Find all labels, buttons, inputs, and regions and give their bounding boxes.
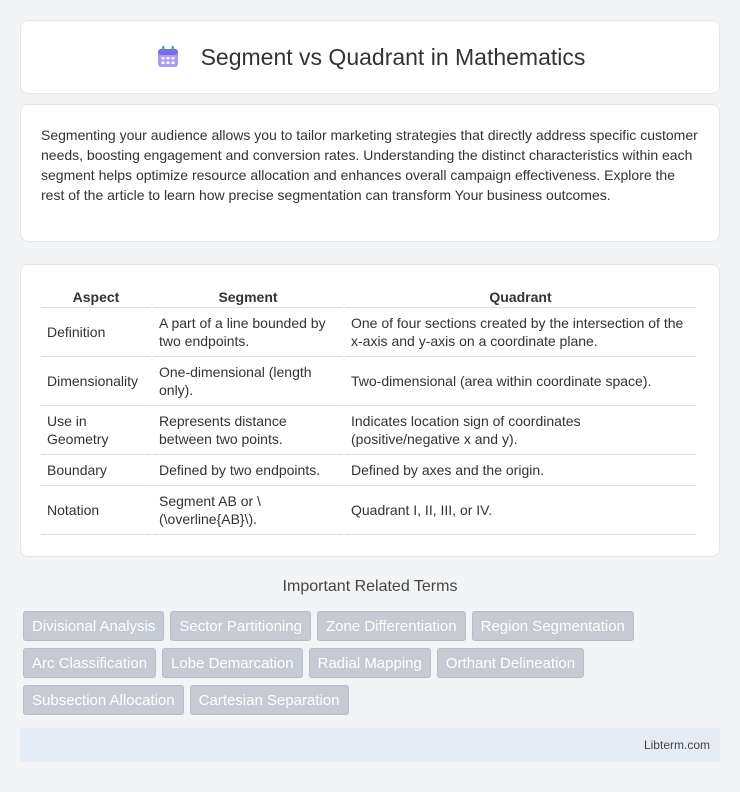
table-row [41,455,696,486]
table-cell-quadrant: Two-dimensional (area within coordinate space). [345,357,696,406]
table-cell-aspect: Dimensionality [41,357,151,406]
page-title: Segment vs Quadrant in Mathematics [200,43,586,70]
table-cell-quadrant: Quadrant I, II, III, or IV. [345,486,696,535]
table-cell-segment: One-dimensional (length only). [153,357,343,406]
footer-bar [20,728,720,762]
header-quadrant: Quadrant [345,285,696,308]
related-terms-list [23,611,703,722]
header-segment: Segment [153,285,343,308]
table-row [41,486,696,535]
table-header-row [41,285,696,308]
header-card [20,20,720,94]
footer-site-link[interactable]: Libterm.com [643,738,710,752]
table-cell-aspect: Definition [41,308,151,357]
tag-row [23,611,703,641]
related-term-tag[interactable]: Zone Differentiation [317,611,466,641]
table-cell-quadrant: Defined by axes and the origin. [345,455,696,486]
comparison-table-card [20,264,720,557]
related-term-tag[interactable]: Region Segmentation [472,611,634,641]
table-cell-segment: Represents distance between two points. [153,406,343,455]
related-term-tag[interactable]: Divisional Analysis [23,611,164,641]
table-cell-aspect: Notation [41,486,151,535]
tag-row [23,685,703,715]
table-row [41,406,696,455]
table-cell-quadrant: One of four sections created by the intersection of the x-axis and y-axis on a coordinate plane. [345,308,696,357]
intro-paragraph: Segmenting your audience allows you to tailor marketing strategies that directly address specific customer needs, boosting engagement and conversion rates. Understanding the distinct characteristics within each segment helps optimize resource allocation and enhances overall campaign effectiveness. Explore the rest of the article to learn how precise segmentation can transform Your business outcomes. [41,127,698,203]
header-aspect: Aspect [41,285,151,308]
table-cell-aspect: Use in Geometry [41,406,151,455]
table-cell-quadrant: Indicates location sign of coordinates (positive/negative x and y). [345,406,696,455]
table-cell-segment: Defined by two endpoints. [153,455,343,486]
related-term-tag[interactable]: Lobe Demarcation [162,648,303,678]
related-term-tag[interactable]: Arc Classification [23,648,156,678]
related-term-tag[interactable]: Radial Mapping [309,648,431,678]
calendar-icon [155,44,181,70]
related-term-tag[interactable]: Sector Partitioning [170,611,311,641]
table-cell-segment: Segment AB or \(\overline{AB}\). [153,486,343,535]
table-cell-aspect: Boundary [41,455,151,486]
related-term-tag[interactable]: Cartesian Separation [190,685,349,715]
intro-card [20,104,720,242]
table-row [41,357,696,406]
comparison-table [39,285,698,535]
table-row [41,308,696,357]
related-term-tag[interactable]: Orthant Delineation [437,648,584,678]
related-terms-title: Important Related Terms [282,578,458,595]
table-cell-segment: A part of a line bounded by two endpoints. [153,308,343,357]
tag-row [23,648,703,678]
related-term-tag[interactable]: Subsection Allocation [23,685,184,715]
